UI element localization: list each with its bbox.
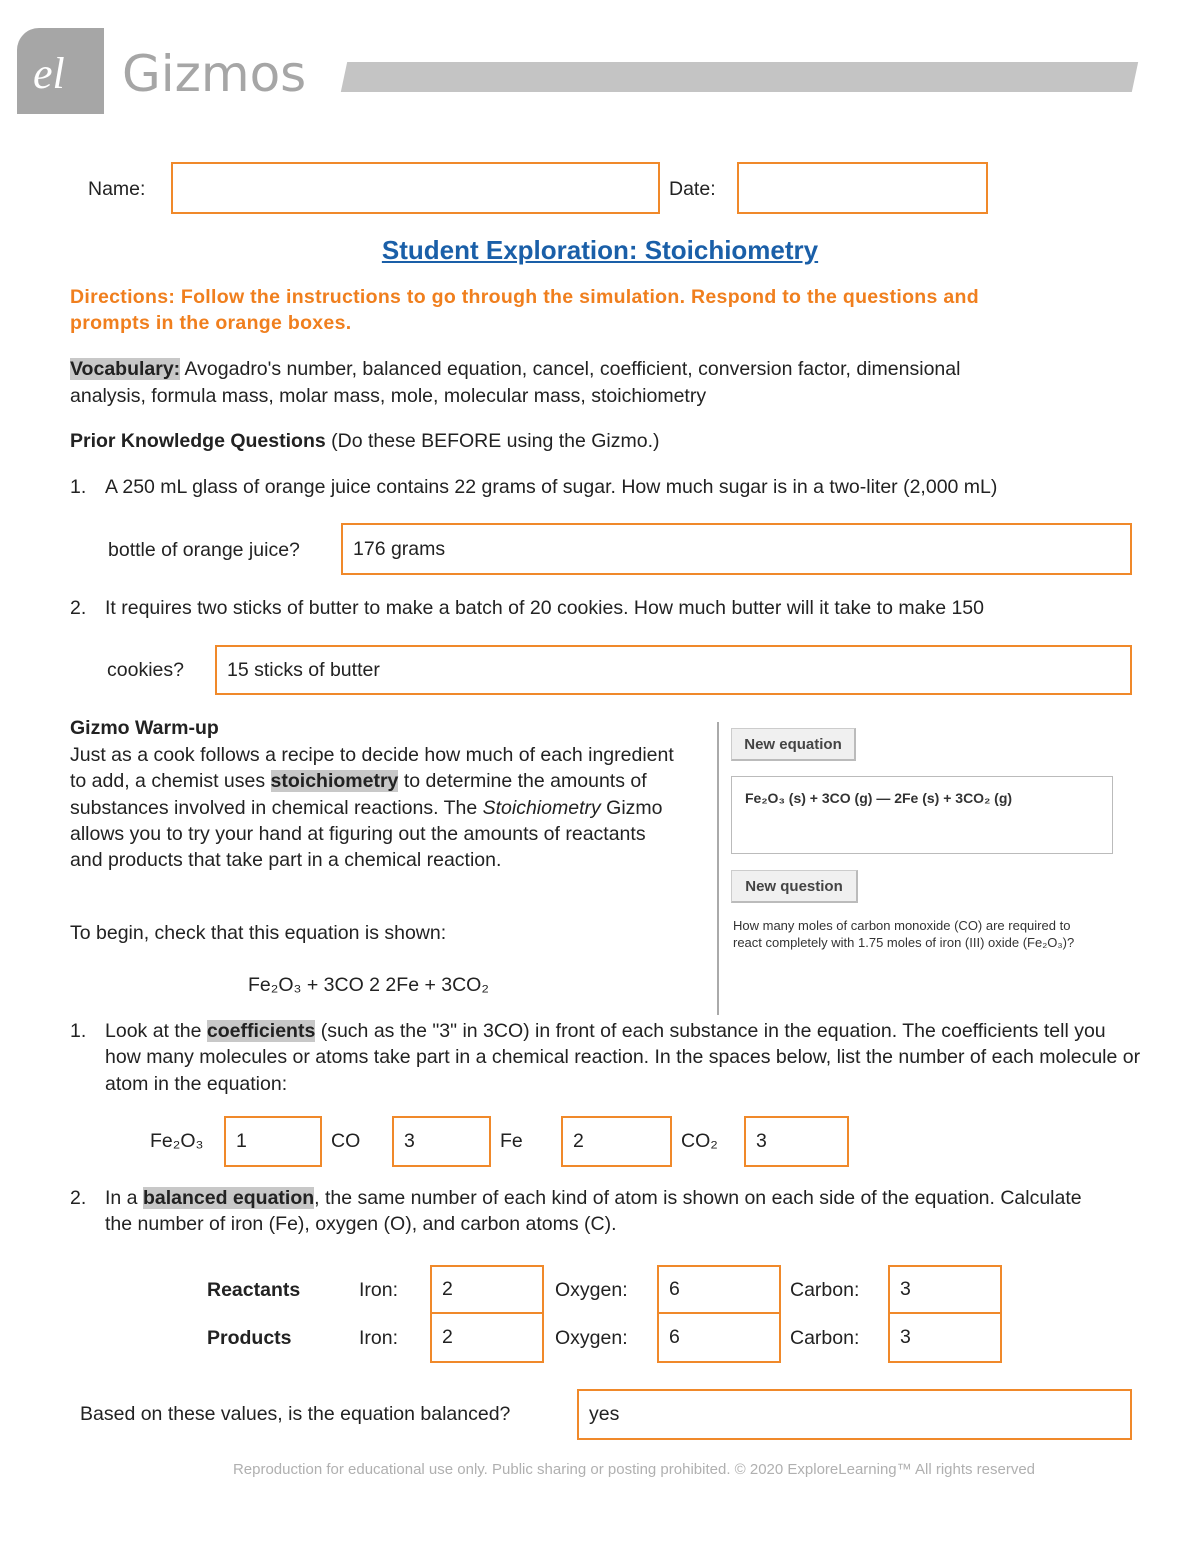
co2-coefficient[interactable]: 3: [744, 1116, 849, 1167]
gizmo-question: How many moles of carbon monoxide (CO) are required to react completely with 1.75 moles of iron (III) oxide (Fe₂O₃)?: [733, 918, 1075, 950]
co2-label: CO₂: [681, 1130, 718, 1152]
vocabulary-line-2: analysis, formula mass, molar mass, mole, molecular mass, stoichiometry: [70, 385, 707, 407]
name-field[interactable]: [171, 162, 660, 214]
prior-heading-text: Prior Knowledge Questions: [70, 430, 326, 452]
reactants-oxygen-field[interactable]: 6: [657, 1265, 781, 1314]
prior-q2-text: It requires two sticks of butter to make a batch of 20 cookies. How much butter will it take to make 150: [105, 597, 984, 619]
prior-q2-answer[interactable]: 15 sticks of butter: [215, 645, 1132, 695]
stoichiometry-term: stoichiometry: [270, 770, 399, 793]
warmup-paragraph: [70, 742, 682, 873]
reactants-iron-field[interactable]: 2: [430, 1265, 544, 1314]
vocabulary-line-1: [70, 358, 960, 380]
fe-label: Fe: [500, 1130, 523, 1152]
warmup-text-1: Just as a cook follows a recipe to decide how much of each ingredient to add, a chemist uses: [70, 744, 674, 793]
reactants-label: Reactants: [207, 1279, 301, 1301]
products-carbon-field[interactable]: 3: [888, 1312, 1002, 1363]
header-bar: [341, 62, 1138, 92]
prior-note: (Do these BEFORE using the Gizmo.): [325, 430, 660, 452]
gizmo-divider: [717, 722, 719, 1015]
q2-number: 2.: [70, 1187, 87, 1209]
gizmo-equation: Fe₂O₃ (s) + 3CO (g) — 2Fe (s) + 3CO₂ (g): [745, 790, 1013, 806]
coefficients-term: coefficients: [206, 1020, 316, 1042]
prior-q1-number: 1.: [70, 476, 87, 498]
products-iron-label: Iron:: [359, 1327, 399, 1349]
products-oxygen-label: Oxygen:: [555, 1327, 628, 1349]
new-equation-button[interactable]: New equation: [731, 728, 856, 761]
q1-text-a: Look at the: [105, 1020, 207, 1042]
warmup-text-3: Gizmo allows you to try your hand at figuring out the amounts of reactants and products that take part in a chemical reaction.: [70, 796, 663, 872]
footer-copyright: Reproduction for educational use only. Public sharing or posting prohibited. © 2020 ExploreLearning™ All rights reserved: [232, 1461, 1036, 1478]
q2-text: [105, 1185, 1105, 1238]
warmup-text-2: to determine the amounts of substances involved in chemical reactions. The: [70, 770, 647, 819]
products-oxygen-field[interactable]: 6: [657, 1312, 781, 1363]
brand-name: Gizmos: [122, 45, 307, 103]
fe-coefficient[interactable]: 2: [561, 1116, 672, 1167]
date-field[interactable]: [737, 162, 988, 214]
products-label: Products: [207, 1327, 292, 1349]
directions-line-2: prompts in the orange boxes.: [70, 312, 352, 334]
page-title: Student Exploration: Stoichiometry: [381, 235, 819, 265]
q1-text-b: (such as the "3" in 3CO) in front of each substance in the equation. The coefficients tell you how many molecules or atoms take part in a chemical reaction. In the spaces below, list the number of each molecule or atom in the equation:: [105, 1020, 1141, 1095]
warmup-heading: Gizmo Warm-up: [70, 717, 219, 739]
products-iron-field[interactable]: 2: [430, 1312, 544, 1363]
svg-text:el: el: [33, 49, 65, 98]
balanced-answer[interactable]: yes: [577, 1389, 1132, 1440]
q2-text-a: In a: [105, 1187, 143, 1209]
prior-knowledge-heading: [70, 430, 660, 452]
begin-text: To begin, check that this equation is shown:: [70, 922, 447, 944]
q2-text-b: , the same number of each kind of atom is shown on each side of the equation. Calculate the number of iron (Fe), oxygen (O), and carbon atoms (C).: [105, 1187, 1082, 1236]
prior-q1-text: A 250 mL glass of orange juice contains 22 grams of sugar. How much sugar is in a two-liter (2,000 mL): [105, 476, 998, 498]
prior-q1-answer[interactable]: 176 grams: [341, 523, 1132, 575]
gizmo-equation-box: [731, 776, 1113, 854]
gizmo-name: Stoichiometry: [482, 796, 601, 819]
warmup-equation: Fe₂O₃ + 3CO 2 2Fe + 3CO₂: [248, 974, 489, 996]
reactants-carbon-field[interactable]: 3: [888, 1265, 1002, 1314]
balanced-equation-term: balanced equation: [142, 1187, 315, 1209]
prior-q2-label: cookies?: [107, 659, 184, 681]
prior-q2-number: 2.: [70, 597, 87, 619]
explorelearning-logo: [17, 28, 104, 114]
prior-q1-label: bottle of orange juice?: [108, 539, 300, 561]
date-label: Date:: [669, 178, 716, 200]
reactants-carbon-label: Carbon:: [790, 1279, 860, 1301]
q1-text: [105, 1018, 1145, 1097]
vocabulary-label: Vocabulary:: [70, 358, 181, 380]
directions-line-1: Directions: Follow the instructions to go through the simulation. Respond to the questions and: [70, 286, 979, 308]
new-question-button[interactable]: New question: [731, 870, 858, 903]
co-label: CO: [331, 1130, 361, 1152]
co-coefficient[interactable]: 3: [392, 1116, 491, 1167]
name-label: Name:: [88, 178, 146, 200]
reactants-oxygen-label: Oxygen:: [555, 1279, 628, 1301]
vocabulary-terms: Avogadro's number, balanced equation, cancel, coefficient, conversion factor, dimensional: [180, 358, 961, 380]
fe2o3-coefficient[interactable]: 1: [224, 1116, 322, 1167]
fe2o3-label: Fe₂O₃: [150, 1130, 204, 1152]
products-carbon-label: Carbon:: [790, 1327, 860, 1349]
q1-number: 1.: [70, 1020, 87, 1042]
balanced-question: Based on these values, is the equation balanced?: [80, 1403, 511, 1425]
reactants-iron-label: Iron:: [359, 1279, 399, 1301]
